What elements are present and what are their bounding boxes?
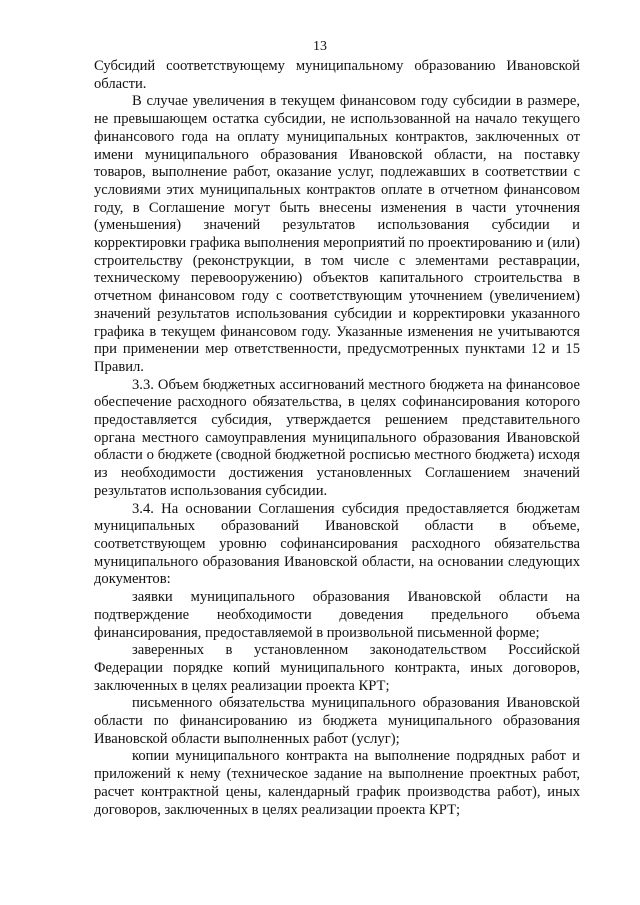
list-item-application: заявки муниципального образования Ивановской области на подтверждение необходимости доведения предельного объема финансирования, предоставляемой в произвольной письменной форме; [94,589,580,641]
paragraph-3-4: 3.4. На основании Соглашения субсидия предоставляется бюджетам муниципальных образований Ивановской области в объеме, соответствующем уровню софинансирования расходного обязательства муниципального образования Ивановской области, на основании следующих документов: [94,500,580,588]
paragraph-3-3: 3.3. Объем бюджетных ассигнований местного бюджета на финансовое обеспечение расходного обязательства, в целях софинансирования которого предоставляется субсидия, утверждается решением представительного органа местного самоуправления муниципального образования Ивановской области о бюджете (сводной бюджетной росписью местного бюджета) исходя из необходимости достижения установленных Соглашением значений результатов использования субсидии. [94,376,580,499]
list-item-written-obligation: письменного обязательства муниципального образования Ивановской области по финансированию из бюджета муниципального образования Ивановской области выполненных работ (услуг); [94,695,580,747]
page-number: 13 [313,39,327,54]
paragraph-continuation: Субсидий соответствующему муниципальному образованию Ивановской области. [94,58,580,92]
paragraph-subsidy-increase: В случае увеличения в текущем финансовом году субсидии в размере, не превышающем остатка субсидии, не использованной на начало текущего финансового года на оплату муниципальных контрактов, заключенных от имени муниципального образования Ивановской области, на поставку товаров, выполнение работ, оказание услуг, подлежавших в соответствии с условиями этих муниципальных контрактов оплате в отчетном финансовом году, в Соглашение могут быть внесены изменения в части уточнения (уменьшения) значений результатов использования субсидии и корректировки графика выполнения мероприятий по проектированию и (или) строительству (реконструкции, в том числе с элементами реставрации, техническому перевооружению) объектов капитального строительства в отчетном финансовом году с соответствующим уточнением (увеличением) значений результатов использования субсидии и корректировки указанного графика в текущем финансовом году. Указанные изменения не учитываются при применении мер ответственности, предусмотренных пунктами 12 и 15 Правил. [94,93,580,375]
list-item-contract-copies: копии муниципального контракта на выполнение подрядных работ и приложений к нему (техническое задание на выполнение проектных работ, расчет контрактной цены, календарный график производства работ), иных договоров, заключенных в целях реализации проекта КРТ; [94,748,580,818]
list-item-certified-copies: заверенных в установленном законодательством Российской Федерации порядке копий муниципального контракта, иных договоров, заключенных в целях реализации проекта КРТ; [94,642,580,694]
document-body [94,58,580,819]
